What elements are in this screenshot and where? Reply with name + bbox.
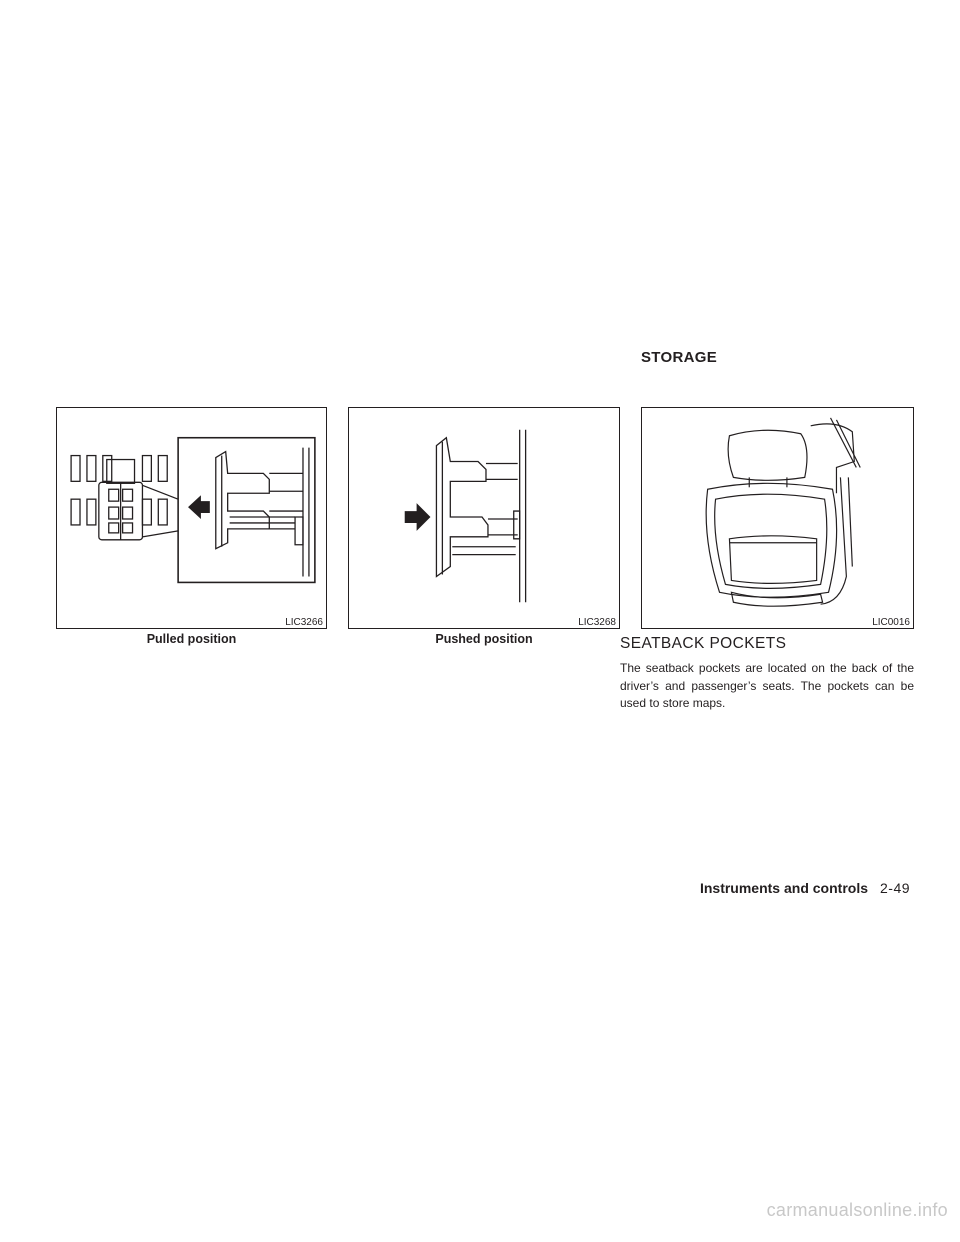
figure-pulled-position bbox=[56, 407, 327, 629]
subsection-heading: SEATBACK POCKETS bbox=[620, 635, 787, 652]
footer-page-number: 2-49 bbox=[880, 880, 911, 896]
section-heading: STORAGE bbox=[641, 349, 718, 366]
figure-pushed-position bbox=[348, 407, 620, 629]
seatback-pocket-illustration bbox=[642, 408, 913, 628]
push-arrow-icon bbox=[405, 503, 431, 531]
pushed-position-illustration bbox=[349, 408, 619, 628]
figure-code: LIC3266 bbox=[285, 617, 323, 628]
figure-caption: Pushed position bbox=[435, 632, 533, 646]
figure-caption: Pulled position bbox=[146, 632, 237, 646]
pull-arrow-icon bbox=[188, 495, 210, 519]
watermark: carmanualsonline.info bbox=[766, 1200, 948, 1220]
figure-seatback-pocket bbox=[641, 407, 914, 629]
footer-chapter-title: Instruments and controls bbox=[699, 880, 868, 896]
body-paragraph: The seatback pockets are located on the back of the driver’s and passenger’s seats. The pockets can be used to store maps. bbox=[620, 661, 914, 710]
pulled-position-illustration bbox=[57, 408, 326, 628]
figure-code: LIC3268 bbox=[578, 617, 616, 628]
figure-code: LIC0016 bbox=[872, 617, 910, 628]
